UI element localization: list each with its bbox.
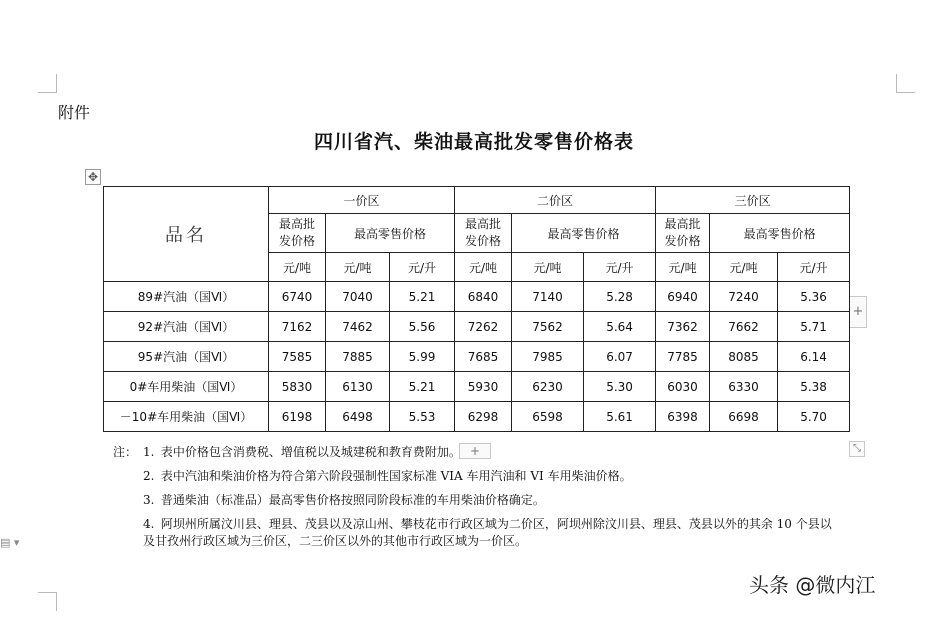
price-cell: 5.99 bbox=[390, 342, 455, 372]
price-cell: 5.56 bbox=[390, 312, 455, 342]
note-item bbox=[143, 468, 833, 485]
price-cell: 7985 bbox=[512, 342, 584, 372]
unit-cell: 元/吨 bbox=[455, 253, 512, 282]
move-arrows-icon[interactable]: ✥ bbox=[85, 169, 101, 185]
note-item bbox=[143, 492, 833, 509]
table-row bbox=[104, 342, 850, 372]
retail-header: 最高零售价格 bbox=[710, 214, 850, 253]
price-cell: 5.36 bbox=[778, 282, 850, 312]
price-cell: 7885 bbox=[326, 342, 390, 372]
annex-label: 附件 bbox=[58, 103, 91, 122]
unit-cell: 元/升 bbox=[584, 253, 656, 282]
price-table bbox=[103, 186, 850, 432]
note-number: 2. bbox=[143, 469, 155, 483]
price-cell: 6940 bbox=[656, 282, 710, 312]
table-row bbox=[104, 402, 850, 432]
price-cell: 6398 bbox=[656, 402, 710, 432]
add-row-plus-icon[interactable]: + bbox=[459, 443, 491, 459]
price-cell: 5.71 bbox=[778, 312, 850, 342]
price-cell: 6030 bbox=[656, 372, 710, 402]
note-text: 阿坝州所属汶川县、理县、茂县以及凉山州、攀枝花市行政区域为二价区，阿坝州除汶川县、理县、茂县以外的其余 10 个县以及甘孜州行政区域为三价区，二三价区以外的其他市行政区域为一价区。 bbox=[143, 517, 832, 548]
price-cell: 7240 bbox=[710, 282, 778, 312]
add-column-plus-icon[interactable]: + bbox=[849, 296, 867, 328]
note-number: 3. bbox=[143, 493, 155, 507]
price-cell: 7662 bbox=[710, 312, 778, 342]
table-row bbox=[104, 312, 850, 342]
product-name-cell: 89#汽油（国Ⅵ） bbox=[104, 282, 269, 312]
price-cell: 6.07 bbox=[584, 342, 656, 372]
price-cell: 5830 bbox=[269, 372, 326, 402]
price-cell: 6130 bbox=[326, 372, 390, 402]
product-name-cell: 0#车用柴油（国Ⅵ） bbox=[104, 372, 269, 402]
price-cell: 6198 bbox=[269, 402, 326, 432]
price-cell: 5.21 bbox=[390, 372, 455, 402]
price-cell: 5930 bbox=[455, 372, 512, 402]
table-row bbox=[104, 282, 850, 312]
price-cell: 6498 bbox=[326, 402, 390, 432]
price-cell: 7362 bbox=[656, 312, 710, 342]
price-cell: 5.53 bbox=[390, 402, 455, 432]
crop-mark-top-right bbox=[896, 74, 915, 93]
price-cell: 5.21 bbox=[390, 282, 455, 312]
watermark: 头条 @微内江 bbox=[749, 573, 876, 597]
unit-cell: 元/升 bbox=[390, 253, 455, 282]
price-cell: 5.61 bbox=[584, 402, 656, 432]
price-cell: 7262 bbox=[455, 312, 512, 342]
crop-mark-bottom-left bbox=[38, 592, 57, 611]
product-name-cell: 92#汽油（国Ⅵ） bbox=[104, 312, 269, 342]
product-name-cell: 95#汽油（国Ⅵ） bbox=[104, 342, 269, 372]
price-cell: 6.14 bbox=[778, 342, 850, 372]
retail-header: 最高零售价格 bbox=[512, 214, 656, 253]
name-header: 品名 bbox=[104, 187, 269, 282]
price-cell: 7562 bbox=[512, 312, 584, 342]
unit-cell: 元/吨 bbox=[710, 253, 778, 282]
retail-header: 最高零售价格 bbox=[326, 214, 455, 253]
unit-cell: 元/吨 bbox=[656, 253, 710, 282]
price-cell: 6840 bbox=[455, 282, 512, 312]
note-text: 表中价格包含消费税、增值税以及城建税和教育费附加。 bbox=[160, 445, 461, 459]
zone-header: 三价区 bbox=[656, 187, 850, 214]
price-cell: 6230 bbox=[512, 372, 584, 402]
price-cell: 6698 bbox=[710, 402, 778, 432]
price-cell: 6298 bbox=[455, 402, 512, 432]
price-cell: 7685 bbox=[455, 342, 512, 372]
note-text: 普通柴油（标准品）最高零售价格按照同阶段标准的车用柴油价格确定。 bbox=[160, 493, 545, 507]
zone-header-row bbox=[104, 187, 850, 214]
unit-cell: 元/吨 bbox=[512, 253, 584, 282]
zone-header: 一价区 bbox=[269, 187, 455, 214]
note-number: 4. bbox=[143, 517, 155, 531]
price-cell: 5.30 bbox=[584, 372, 656, 402]
wholesale-header: 最高批发价格 bbox=[269, 214, 326, 253]
table-body bbox=[104, 282, 850, 432]
crop-mark-top-left bbox=[38, 74, 57, 93]
zone-header: 二价区 bbox=[455, 187, 656, 214]
price-cell: 6330 bbox=[710, 372, 778, 402]
note-item bbox=[143, 444, 833, 461]
wholesale-header: 最高批发价格 bbox=[455, 214, 512, 253]
price-cell: 7140 bbox=[512, 282, 584, 312]
price-cell: 5.28 bbox=[584, 282, 656, 312]
price-cell: 6598 bbox=[512, 402, 584, 432]
price-cell: 5.70 bbox=[778, 402, 850, 432]
price-cell: 5.64 bbox=[584, 312, 656, 342]
price-cell: 7162 bbox=[269, 312, 326, 342]
unit-cell: 元/吨 bbox=[326, 253, 390, 282]
product-name-cell: －10#车用柴油（国Ⅵ） bbox=[104, 402, 269, 432]
price-cell: 7040 bbox=[326, 282, 390, 312]
note-number: 1. bbox=[143, 445, 155, 459]
unit-cell: 元/吨 bbox=[269, 253, 326, 282]
resize-diagonal-icon[interactable]: ⤡ bbox=[849, 441, 865, 457]
note-item bbox=[143, 516, 833, 550]
price-cell: 7462 bbox=[326, 312, 390, 342]
price-cell: 7585 bbox=[269, 342, 326, 372]
document-title: 四川省汽、柴油最高批发零售价格表 bbox=[313, 131, 634, 153]
table-row bbox=[104, 372, 850, 402]
price-cell: 6740 bbox=[269, 282, 326, 312]
notes-prefix: 注： bbox=[113, 445, 138, 459]
price-cell: 8085 bbox=[710, 342, 778, 372]
wholesale-header: 最高批发价格 bbox=[656, 214, 710, 253]
price-cell: 7785 bbox=[656, 342, 710, 372]
note-text: 表中汽油和柴油价格为符合第六阶段强制性国家标准 VIA 车用汽油和 VI 车用柴油价格。 bbox=[160, 469, 632, 483]
document-icon[interactable]: ▤ ▾ bbox=[0, 536, 20, 549]
price-cell: 5.38 bbox=[778, 372, 850, 402]
unit-cell: 元/升 bbox=[778, 253, 850, 282]
